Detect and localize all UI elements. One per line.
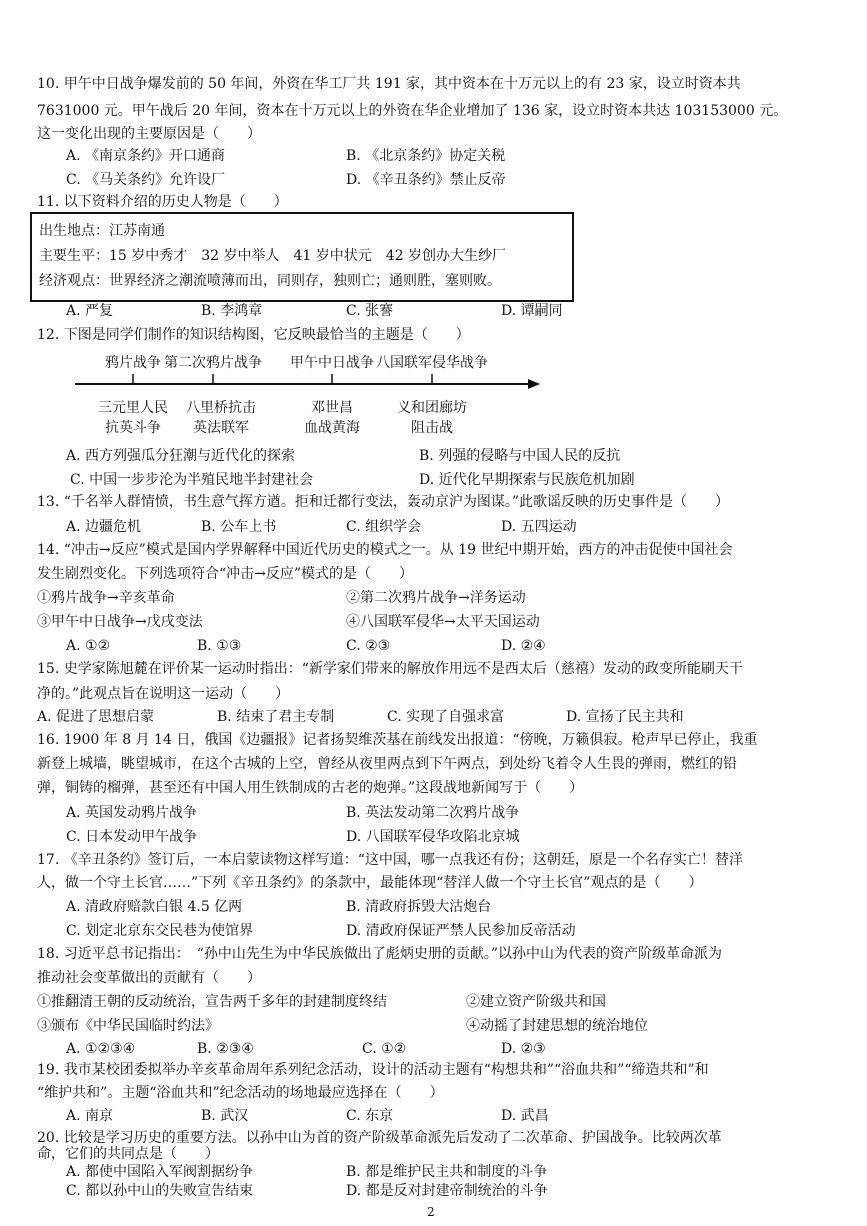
- q11-info-views: 经济观点：世界经济之潮流喷薄而出，同则存，独则亡；通则胜，塞则败。: [39, 273, 501, 289]
- q16-option-b: B. 英法发动第二次鸦片战争: [346, 805, 520, 821]
- q15-option-c: C. 实现了自强求富: [387, 709, 505, 725]
- q18-option-c: C. ①②: [362, 1041, 407, 1057]
- q13-option-a: A. 边疆危机: [66, 519, 142, 535]
- q14-line1: 14. “冲击→反应”模式是国内学界解释中国近代历史的模式之一。从 19 世纪中期开始，西方的冲击促使中国社会: [37, 542, 733, 558]
- q14-option-b: B. ①③: [197, 638, 242, 654]
- page-number: 2: [427, 1205, 435, 1219]
- q18-statement-3: ③颁布《中华民国临时约法》: [37, 1018, 219, 1034]
- q15-line1: 15. 史学家陈旭麓在评价某一运动时指出：“新学家们带来的解放作用远不是西太后（慈禧）发动的政变所能刷天干: [37, 661, 743, 677]
- q19-option-a: A. 南京: [66, 1108, 114, 1124]
- q14-statement-2: ②第二次鸦片战争→洋务运动: [346, 590, 526, 606]
- q19-option-b: B. 武汉: [201, 1108, 249, 1124]
- q13-option-b: B. 公车上书: [201, 519, 277, 535]
- q18-option-d: D. ②③: [501, 1041, 546, 1057]
- q20-line2: 命，它们的共同点是（ ）: [37, 1146, 219, 1162]
- q18-statement-4: ④动摇了封建思想的统治地位: [466, 1018, 648, 1034]
- q16-line2: 新登上城墙，眺望城市，在这个古城的上空，曾经从夜里两点到下午两点，到处纷飞着令人生畏的弹雨，燃红的铅: [37, 756, 737, 772]
- timeline-arrow: [70, 370, 550, 390]
- q15-option-d: D. 宣扬了民主共和: [566, 709, 684, 725]
- q11-option-b: B. 李鸿章: [201, 303, 263, 319]
- q11-info-birthplace: 出生地点：江苏南通: [39, 223, 165, 239]
- q18-line1: 18. 习近平总书记指出： “孙中山先生为中华民族做出了彪炳史册的贡献。”以孙中山为代表的资产阶级革命派为: [37, 946, 723, 962]
- q19-line2: “维护共和”。主题“浴血共和”纪念活动的场地最应选择在（ ）: [37, 1085, 444, 1101]
- q17-option-c: C. 划定北京东交民巷为使馆界: [66, 923, 254, 939]
- q12-option-a: A. 西方列强瓜分狂潮与近代化的探索: [66, 448, 296, 464]
- q17-option-b: B. 清政府拆毁大沽炮台: [346, 899, 492, 915]
- q14-statement-4: ④八国联军侵华→太平天国运动: [346, 614, 540, 630]
- q20-line1: 20. 比较是学习历史的重要方法。以孙中山为首的资产阶级革命派先后发动了二次革命、护国战争。比较两次革: [37, 1130, 722, 1146]
- q16-line1: 16. 1900 年 8 月 14 日，俄国《边疆报》记者扬契维茨基在前线发出报道：“傍晚，万籁俱寂。枪声早已停止，我重: [37, 732, 758, 748]
- q15-option-a: A. 促进了思想启蒙: [37, 709, 155, 725]
- q15-option-b: B. 结束了君主专制: [217, 709, 335, 725]
- q17-line1: 17. 《辛丑条约》签订后，一本启蒙读物这样写道：“这中国，哪一点我还有份；这朝廷，原是一个名存实亡！替洋: [37, 852, 743, 868]
- q20-option-a: A. 都使中国陷入军阀割据纷争: [66, 1164, 254, 1180]
- q10-option-a: A. 《南京条约》开口通商: [66, 148, 226, 164]
- q10-option-b: B. 《北京条约》协定关税: [346, 148, 506, 164]
- q14-statement-1: ①鸦片战争→辛亥革命: [37, 590, 175, 606]
- q20-option-c: C. 都以孙中山的失败宣告结束: [66, 1183, 254, 1199]
- q14-statement-3: ③甲午中日战争→戊戌变法: [37, 614, 203, 630]
- q13-option-d: D. 五四运动: [501, 519, 577, 535]
- q17-option-d: D. 清政府保证严禁人民参加反帝活动: [346, 923, 576, 939]
- q16-line3: 弹，铜铸的榴弹，甚至还有中国人用生铁制成的古老的炮弹。”这段战地新闻写于（ ）: [37, 780, 584, 796]
- q11-info-life: 主要生平：15 岁中秀才 32 岁中举人 41 岁中状元 42 岁创办大生纱厂: [39, 248, 507, 264]
- q18-statement-2: ②建立资产阶级共和国: [466, 994, 606, 1010]
- q17-line2: 人，做一个守土长官……”下列《辛丑条约》的条款中，最能体现“替洋人做一个守土长官”观点的是（ ）: [37, 875, 703, 891]
- q13-option-c: C. 组织学会: [346, 519, 422, 535]
- q20-option-d: D. 都是反对封建帝制统治的斗争: [346, 1183, 548, 1199]
- q19-line1: 19. 我市某校团委拟举办辛亥革命周年系列纪念活动，设计的活动主题有“构想共和”“浴血共和”“缔造共和”和: [37, 1062, 709, 1078]
- q11-option-d: D. 谭嗣同: [501, 303, 563, 319]
- q12-option-b: B. 列强的侵略与中国人民的反抗: [419, 448, 621, 464]
- q18-option-b: B. ②③④: [197, 1041, 254, 1057]
- q11-stem: 11. 以下资料介绍的历史人物是（ ）: [37, 194, 288, 210]
- q10-option-c: C. 《马关条约》允许设厂: [66, 172, 226, 188]
- q18-statement-1: ①推翻清王朝的反动统治，宣告两千多年的封建制度终结: [37, 994, 387, 1010]
- q10-line1: 10. 甲午中日战争爆发前的 50 年间，外资在华工厂共 191 家，其中资本在十万元以上的有 23 家，设立时资本共: [37, 76, 741, 92]
- q19-option-d: D. 武昌: [501, 1108, 549, 1124]
- q19-option-c: C. 东京: [346, 1108, 394, 1124]
- q14-option-c: C. ②③: [346, 638, 391, 654]
- q12-option-c: C. 中国一步步沦为半殖民地半封建社会: [70, 472, 314, 488]
- q10-line3: 这一变化出现的主要原因是（ ）: [37, 126, 261, 142]
- q11-option-a: A. 严复: [66, 303, 114, 319]
- q20-option-b: B. 都是维护民主共和制度的斗争: [346, 1164, 548, 1180]
- q11-option-c: C. 张謇: [346, 303, 394, 319]
- q10-option-d: D. 《辛丑条约》禁止反帝: [346, 172, 506, 188]
- q18-option-a: A. ①②③④: [66, 1041, 136, 1057]
- q14-option-a: A. ①②: [66, 638, 111, 654]
- q12-stem: 12. 下图是同学们制作的知识结构图，它反映最恰当的主题是（ ）: [37, 327, 470, 343]
- q16-option-c: C. 日本发动甲午战争: [66, 829, 198, 845]
- q17-option-a: A. 清政府赔款白银 4.5 亿两: [66, 899, 243, 915]
- q16-option-d: D. 八国联军侵华攻陷北京城: [346, 829, 520, 845]
- q12-option-d: D. 近代化早期探索与民族危机加剧: [419, 472, 635, 488]
- q10-line2: 7631000 元。甲午战后 20 年间，资本在十万元以上的外资在华企业增加了 136 家，设立时资本共达 103153000 元。: [37, 103, 788, 119]
- q18-line2: 推动社会变革做出的贡献有（ ）: [37, 970, 261, 986]
- q13-stem: 13. “千名举人群情愤，书生意气挥方遒。拒和迁都行变法，轰动京沪为图谋。”此歌谣反映的历史事件是（ ）: [37, 494, 730, 510]
- q15-line2: 净的。”此观点旨在说明这一运动（ ）: [37, 686, 290, 702]
- q14-line2: 发生剧烈变化。下列选项符合“冲击→反应”模式的是（ ）: [37, 566, 414, 582]
- q14-option-d: D. ②④: [501, 638, 546, 654]
- q16-option-a: A. 英国发动鸦片战争: [66, 805, 198, 821]
